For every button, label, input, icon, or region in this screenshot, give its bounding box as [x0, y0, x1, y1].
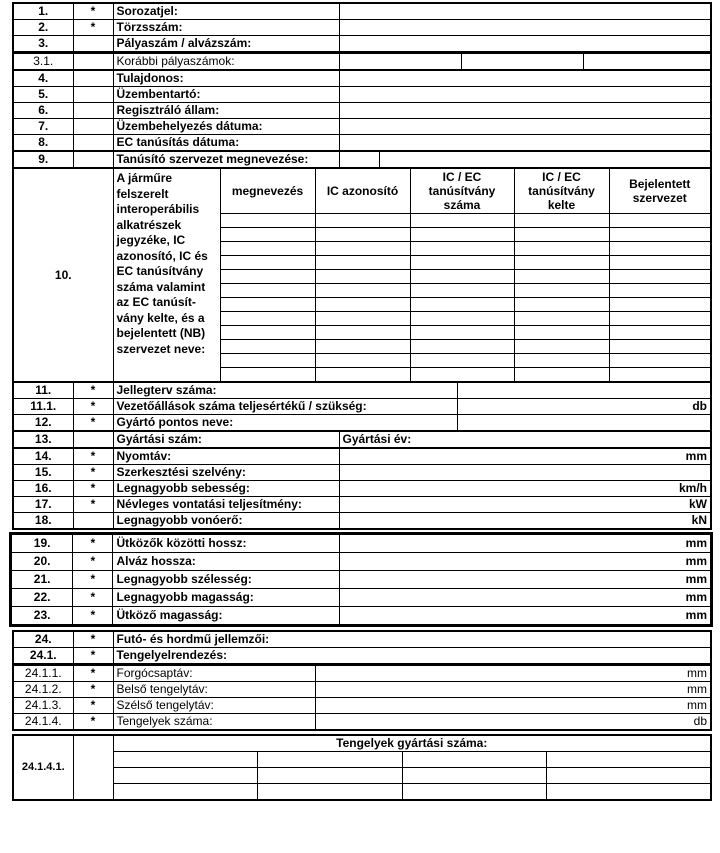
value-cell[interactable]	[315, 368, 410, 382]
row-number: 24.	[13, 631, 73, 648]
row-number: 24.1.2.	[13, 682, 73, 698]
value-cell[interactable]	[410, 256, 514, 270]
row-number: 19.	[11, 534, 73, 553]
row-number: 17.	[13, 497, 73, 513]
value-cell[interactable]	[609, 298, 711, 312]
value-cell[interactable]	[514, 298, 609, 312]
field-label: Tengelyek száma:	[113, 714, 315, 731]
field-label: Törzsszám:	[113, 20, 339, 36]
row-number: 10.	[13, 169, 113, 382]
unit-label: mm	[315, 682, 711, 698]
required-marker: *	[73, 553, 113, 571]
field-label: Pályaszám / alvázszám:	[113, 36, 339, 53]
value-cell[interactable]	[514, 354, 609, 368]
table-row	[13, 432, 711, 448]
required-marker: *	[73, 481, 113, 497]
value-cell[interactable]	[410, 368, 514, 382]
field-label: Ütközők közötti hossz:	[113, 534, 340, 553]
value-cell[interactable]	[514, 284, 609, 298]
required-marker: *	[73, 449, 113, 465]
required-marker: *	[73, 698, 113, 714]
value-cell[interactable]	[339, 71, 711, 87]
field-label: Gyártó pontos neve:	[113, 415, 457, 431]
field-label: Szélső tengelytáv:	[113, 698, 315, 714]
value-cell[interactable]	[220, 228, 315, 242]
required-marker	[73, 87, 113, 103]
form-table-prev-numbers	[12, 53, 712, 70]
value-cell[interactable]	[609, 368, 711, 382]
table-row	[13, 135, 711, 151]
required-marker: *	[73, 607, 113, 626]
required-marker: *	[73, 534, 113, 553]
value-cell[interactable]	[609, 284, 711, 298]
value-cell[interactable]	[339, 20, 711, 36]
row-number: 14.	[13, 449, 73, 465]
row-number: 23.	[11, 607, 73, 626]
table-row	[13, 87, 711, 103]
value-cell[interactable]	[609, 228, 711, 242]
row-number: 9.	[13, 152, 73, 168]
row-number: 3.	[13, 36, 73, 53]
value-cell[interactable]	[339, 36, 711, 53]
required-marker	[73, 135, 113, 151]
value-cell[interactable]	[402, 784, 546, 801]
required-marker	[73, 103, 113, 119]
required-marker	[73, 432, 113, 448]
required-marker: *	[73, 714, 113, 731]
table-row	[13, 20, 711, 36]
row-number: 11.	[13, 383, 73, 399]
value-cell[interactable]	[315, 242, 410, 256]
value-cell[interactable]	[339, 119, 711, 135]
row-number: 22.	[11, 589, 73, 607]
required-marker: *	[73, 631, 113, 648]
column-header: IC / EC tanúsítvány kelte	[514, 169, 609, 214]
table-row	[11, 553, 712, 571]
form-table-row13	[12, 431, 712, 448]
value-cell[interactable]	[609, 256, 711, 270]
value-cell[interactable]	[410, 340, 514, 354]
value-cell[interactable]	[339, 135, 711, 151]
value-cell[interactable]	[339, 3, 711, 20]
field-label: Jellegterv száma:	[113, 383, 457, 399]
table-row	[13, 682, 711, 698]
row-number: 24.1.4.1.	[13, 735, 73, 800]
interoperability-components-table	[12, 168, 712, 382]
value-cell[interactable]	[220, 354, 315, 368]
unit-label: mm	[340, 534, 712, 553]
components-description: A járműre felszerelt interoperábilis alkatrészek jegyzéke, IC azonosító, IC és EC tanúsítvány száma valamint az EC tanúsít-vány kelte, és a bejelentett (NB) szervezet neve:	[113, 169, 220, 382]
field-label: Tulajdonos:	[113, 71, 339, 87]
form-table-top	[12, 2, 712, 53]
table-row	[13, 735, 711, 752]
row-number: 6.	[13, 103, 73, 119]
value-cell[interactable]	[315, 270, 410, 284]
value-cell[interactable]	[609, 312, 711, 326]
table-row	[13, 449, 711, 465]
value-cell[interactable]	[220, 340, 315, 354]
unit-label: mm	[340, 571, 712, 589]
value-cell[interactable]	[315, 284, 410, 298]
field-label: Szerkesztési szelvény:	[113, 465, 339, 481]
value-cell[interactable]	[402, 752, 546, 768]
column-header: IC / EC tanúsítvány száma	[410, 169, 514, 214]
required-marker: *	[73, 497, 113, 513]
unit-label	[339, 465, 711, 481]
value-cell[interactable]	[410, 354, 514, 368]
table-row	[13, 648, 711, 665]
value-cell[interactable]	[410, 228, 514, 242]
value-cell[interactable]	[583, 54, 711, 70]
required-marker	[73, 36, 113, 53]
table-row	[13, 666, 711, 682]
row-number: 20.	[11, 553, 73, 571]
field-label: Korábbi pályaszámok:	[113, 54, 339, 70]
table-row	[13, 71, 711, 87]
row-number: 21.	[11, 571, 73, 589]
value-cell[interactable]	[220, 326, 315, 340]
unit-label: mm	[315, 666, 711, 682]
axle-table	[12, 665, 712, 731]
required-marker: *	[73, 383, 113, 399]
value-cell[interactable]	[514, 340, 609, 354]
field-label: Alváz hossza:	[113, 553, 340, 571]
unit-label: kW	[339, 497, 711, 513]
value-cell[interactable]	[220, 270, 315, 284]
value-cell[interactable]	[315, 298, 410, 312]
required-marker	[73, 54, 113, 70]
table-row	[13, 103, 711, 119]
form-table-14-18	[12, 448, 712, 530]
value-cell[interactable]	[339, 152, 379, 168]
row-number: 16.	[13, 481, 73, 497]
required-marker: *	[73, 648, 113, 665]
column-header: Bejelentett szervezet	[609, 169, 711, 214]
row-number: 7.	[13, 119, 73, 135]
field-label: Legnagyobb szélesség:	[113, 571, 340, 589]
form-table-mid	[12, 70, 712, 151]
table-row	[13, 399, 711, 415]
value-cell[interactable]	[514, 256, 609, 270]
dimensions-table	[9, 532, 713, 627]
required-marker: *	[73, 589, 113, 607]
value-cell[interactable]	[257, 784, 402, 801]
table-row	[13, 631, 711, 648]
field-label: Vezetőállások száma teljesértékű / szükség:	[113, 399, 457, 415]
required-marker	[73, 119, 113, 135]
vehicle-registration-form	[12, 2, 710, 801]
value-cell[interactable]	[410, 242, 514, 256]
value-cell[interactable]	[514, 312, 609, 326]
value-cell[interactable]	[220, 242, 315, 256]
table-row	[11, 534, 712, 553]
required-marker: *	[73, 465, 113, 481]
required-marker	[73, 735, 113, 800]
table-row	[11, 607, 712, 626]
value-cell[interactable]	[410, 312, 514, 326]
table-row	[13, 169, 711, 214]
value-cell[interactable]	[514, 242, 609, 256]
table-row	[13, 481, 711, 497]
field-label: EC tanúsítás dátuma:	[113, 135, 339, 151]
value-cell[interactable]	[339, 87, 711, 103]
value-cell[interactable]	[257, 768, 402, 784]
field-label: Regisztráló állam:	[113, 103, 339, 119]
table-row	[11, 589, 712, 607]
field-label: Tengelyelrendezés:	[113, 648, 711, 665]
value-cell[interactable]	[609, 270, 711, 284]
row-number: 4.	[13, 71, 73, 87]
value-cell[interactable]	[257, 752, 402, 768]
value-cell[interactable]	[113, 752, 257, 768]
value-cell[interactable]	[410, 326, 514, 340]
table-row	[13, 3, 711, 20]
value-cell[interactable]	[546, 768, 711, 784]
row-number: 24.1.4.	[13, 714, 73, 731]
table-row	[13, 784, 711, 801]
value-cell[interactable]	[609, 214, 711, 228]
table-row	[13, 415, 711, 431]
table-row	[11, 571, 712, 589]
field-label: Belső tengelytáv:	[113, 682, 315, 698]
unit-label: db	[315, 714, 711, 731]
table-row	[13, 768, 711, 784]
value-cell[interactable]	[315, 228, 410, 242]
value-cell[interactable]	[113, 768, 257, 784]
column-header: megnevezés	[220, 169, 315, 214]
field-label: Legnagyobb vonóerő:	[113, 513, 339, 530]
table-row	[13, 513, 711, 530]
value-cell[interactable]	[461, 54, 583, 70]
required-marker: *	[73, 682, 113, 698]
row-number: 15.	[13, 465, 73, 481]
value-cell[interactable]	[315, 354, 410, 368]
required-marker: *	[73, 666, 113, 682]
table-row	[13, 383, 711, 399]
value-cell[interactable]	[514, 270, 609, 284]
row-number: 18.	[13, 513, 73, 530]
value-cell[interactable]	[514, 368, 609, 382]
value-cell[interactable]	[315, 214, 410, 228]
field-label: Futó- és hordmű jellemzői:	[113, 631, 711, 648]
value-cell[interactable]	[339, 103, 711, 119]
table-row	[13, 119, 711, 135]
value-cell[interactable]	[410, 298, 514, 312]
required-marker: *	[73, 3, 113, 20]
unit-label: km/h	[339, 481, 711, 497]
value-cell[interactable]	[457, 383, 711, 399]
value-cell[interactable]	[379, 152, 711, 168]
row-number: 5.	[13, 87, 73, 103]
value-cell[interactable]	[402, 768, 546, 784]
required-marker: *	[73, 20, 113, 36]
table-row	[13, 54, 711, 70]
value-cell[interactable]	[410, 214, 514, 228]
required-marker: *	[73, 399, 113, 415]
form-table-11-12	[12, 382, 712, 431]
table-row	[13, 36, 711, 53]
manufacture-year-label: Gyártási év:	[339, 432, 711, 448]
axle-serial-numbers-table	[12, 734, 712, 801]
value-cell[interactable]	[220, 214, 315, 228]
unit-label: mm	[340, 589, 712, 607]
required-marker	[73, 152, 113, 168]
table-row	[13, 152, 711, 168]
table-row	[13, 497, 711, 513]
row-number: 24.1.	[13, 648, 73, 665]
value-cell[interactable]	[315, 312, 410, 326]
value-cell[interactable]	[609, 354, 711, 368]
field-label: Üzembehelyezés dátuma:	[113, 119, 339, 135]
unit-label: mm	[340, 607, 712, 626]
value-cell[interactable]	[410, 284, 514, 298]
unit-label: kN	[339, 513, 711, 530]
value-cell[interactable]	[220, 284, 315, 298]
row-number: 24.1.3.	[13, 698, 73, 714]
row-number: 12.	[13, 415, 73, 431]
required-marker: *	[73, 571, 113, 589]
value-cell[interactable]	[546, 752, 711, 768]
unit-label: mm	[340, 553, 712, 571]
unit-label: db	[457, 399, 711, 415]
field-label: Névleges vontatási teljesítmény:	[113, 497, 339, 513]
value-cell[interactable]	[339, 54, 461, 70]
table-row	[13, 714, 711, 731]
value-cell[interactable]	[220, 368, 315, 382]
required-marker	[73, 71, 113, 87]
required-marker: *	[73, 415, 113, 431]
unit-label: mm	[339, 449, 711, 465]
value-cell[interactable]	[609, 242, 711, 256]
field-label: Sorozatjel:	[113, 3, 339, 20]
field-label: Nyomtáv:	[113, 449, 339, 465]
row-number: 11.1.	[13, 399, 73, 415]
value-cell[interactable]	[514, 214, 609, 228]
required-marker	[73, 513, 113, 530]
value-cell[interactable]	[220, 298, 315, 312]
value-cell[interactable]	[220, 312, 315, 326]
row-number: 13.	[13, 432, 73, 448]
value-cell[interactable]	[315, 340, 410, 354]
table-row	[13, 698, 711, 714]
table-row	[13, 465, 711, 481]
field-label: Üzembentartó:	[113, 87, 339, 103]
table-row	[13, 752, 711, 768]
manufacture-number-label: Gyártási szám:	[113, 432, 339, 448]
field-label: Tanúsító szervezet megnevezése:	[113, 152, 339, 168]
value-cell[interactable]	[457, 415, 711, 431]
value-cell[interactable]	[514, 326, 609, 340]
field-label: Forgócsaptáv:	[113, 666, 315, 682]
field-label: Ütköző magasság:	[113, 607, 340, 626]
value-cell[interactable]	[514, 228, 609, 242]
running-gear-table	[12, 630, 712, 665]
field-label: Legnagyobb sebesség:	[113, 481, 339, 497]
axle-serial-title: Tengelyek gyártási száma:	[113, 735, 711, 752]
unit-label: mm	[315, 698, 711, 714]
value-cell[interactable]	[315, 326, 410, 340]
row-number: 3.1.	[13, 54, 73, 70]
value-cell[interactable]	[410, 270, 514, 284]
form-table-row9	[12, 151, 712, 168]
row-number: 1.	[13, 3, 73, 20]
value-cell[interactable]	[315, 256, 410, 270]
value-cell[interactable]	[609, 340, 711, 354]
value-cell[interactable]	[609, 326, 711, 340]
value-cell[interactable]	[220, 256, 315, 270]
value-cell[interactable]	[546, 784, 711, 801]
field-label: Legnagyobb magasság:	[113, 589, 340, 607]
row-number: 8.	[13, 135, 73, 151]
value-cell[interactable]	[113, 784, 257, 801]
row-number: 2.	[13, 20, 73, 36]
row-number: 24.1.1.	[13, 666, 73, 682]
column-header: IC azonosító	[315, 169, 410, 214]
